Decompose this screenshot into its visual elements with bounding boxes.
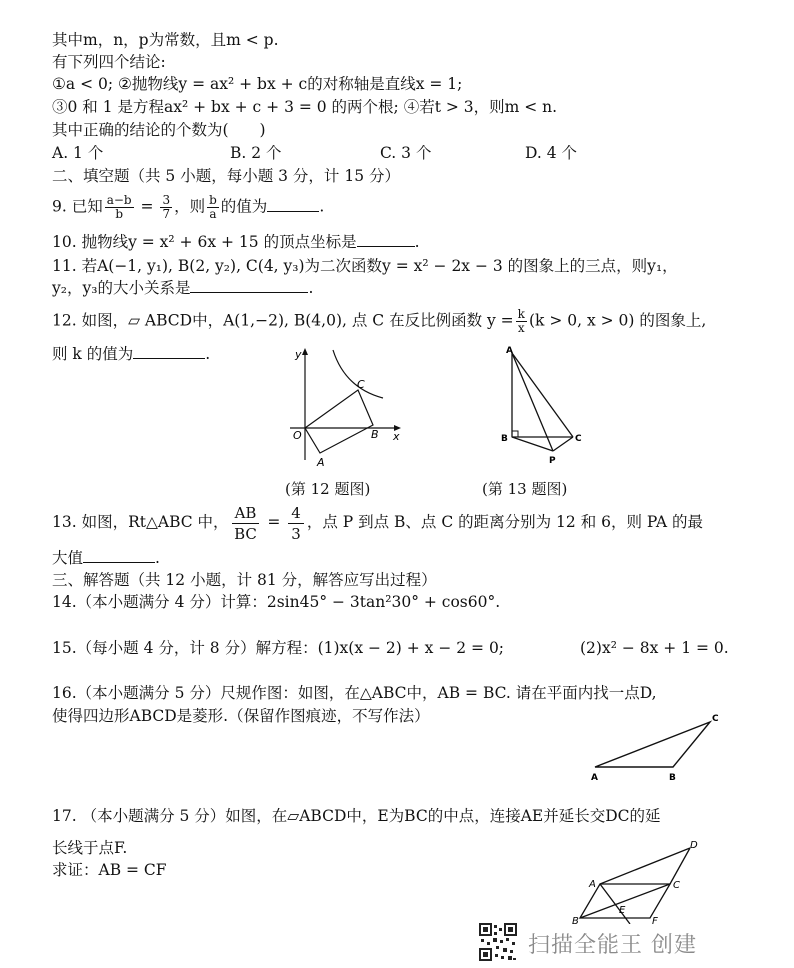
q13-line2: 大值 — [52, 549, 84, 567]
fig13-c-label: C — [575, 434, 582, 444]
question-16-line-2: 使得四边形ABCD是菱形.（保留作图痕迹，不写作法） — [52, 707, 430, 725]
q9-eq: = — [135, 197, 159, 216]
q13-f-den: BC — [234, 524, 257, 543]
q12-f-num: k — [517, 307, 525, 321]
q12-line2: 则 k 的值为 — [52, 345, 134, 363]
figure-12 — [285, 340, 410, 470]
line-conclusions-3-4: ③0 和 1 是方程ax² + bx + c + 3 = 0 的两个根; ④若t > 3，则m < n. — [52, 98, 558, 116]
q13-prefix: 13. 如图，Rt△ABC 中， — [52, 513, 229, 531]
q9-f2-den: 7 — [162, 207, 171, 221]
qr-code-icon — [478, 922, 518, 962]
q12-f-den: x — [517, 321, 525, 335]
fig17-f-label: F — [652, 916, 658, 924]
watermark-text: 扫描全能王 创建 — [528, 933, 697, 958]
q11-line2: y₂，y₃的大小关系是 — [52, 279, 191, 297]
question-17-line-1: 17. （本小题满分 5 分）如图，在▱ABCD中，E为BC的中点，连接AE并延长交DC的延 — [52, 807, 661, 825]
q13-end: . — [155, 549, 160, 567]
fig17-c-label: C — [673, 880, 680, 891]
q9-f3-num: b — [209, 193, 217, 207]
fig12-y-label: y — [295, 348, 302, 361]
q10-text: 10. 抛物线y = x² + 6x + 15 的顶点坐标是 — [52, 233, 357, 251]
q11-end: . — [308, 279, 314, 297]
fig13-a-label: A — [506, 346, 513, 356]
figure-16 — [585, 710, 725, 785]
fig13-p-label: P — [549, 456, 556, 466]
q13-f-num: AB — [232, 503, 260, 524]
option-c: C. 3 个 — [380, 144, 432, 162]
fig17-d-label: D — [690, 840, 698, 851]
q9-fraction-3 — [207, 194, 219, 221]
q12-prefix: 12. 如图，▱ ABCD中，A(1,−2), B(4,0), 点 C 在反比例函数 y = — [52, 311, 514, 330]
fig16-a-label: A — [591, 773, 598, 783]
q9-f1-num: a−b — [106, 193, 132, 207]
question-17-line-3: 求证：AB = CF — [52, 861, 167, 879]
fig17-a-label: A — [589, 879, 596, 890]
q9-answer-blank[interactable] — [267, 197, 319, 212]
question-15-part-2: (2)x² − 8x + 1 = 0. — [580, 639, 729, 657]
fig17-b-label: B — [572, 916, 579, 924]
question-9 — [52, 194, 324, 221]
q9-f3-den: a — [209, 207, 217, 221]
q13-answer-blank[interactable] — [83, 548, 155, 563]
q11-answer-blank[interactable] — [190, 278, 308, 293]
fig13-b-label: B — [501, 434, 508, 444]
line-conclusions-intro: 有下列四个结论: — [52, 53, 166, 71]
q9-mid: ，则 — [174, 197, 206, 216]
option-d: D. 4 个 — [525, 144, 578, 162]
figure-17 — [570, 838, 705, 924]
q9-fraction-1 — [105, 194, 134, 221]
q10-answer-blank[interactable] — [357, 232, 415, 247]
fig16-b-label: B — [669, 773, 676, 783]
fig13-caption: (第 13 题图) — [482, 480, 568, 498]
q10-end: . — [414, 233, 420, 251]
question-17-line-2: 长线于点F. — [52, 839, 128, 857]
option-a: A. 1 个 — [52, 144, 104, 162]
q12-fraction — [516, 308, 527, 335]
q12-answer-blank[interactable] — [133, 344, 205, 359]
option-b: B. 2 个 — [230, 144, 282, 162]
fig12-b-label: B — [371, 428, 379, 441]
q9-f2-num: 3 — [162, 193, 171, 207]
question-12-line-1 — [52, 308, 706, 335]
line-conclusions-1-2: ①a < 0; ②抛物线y = ax² + bx + c的对称轴是直线x = 1; — [52, 75, 463, 93]
fig12-a-label: A — [317, 456, 325, 469]
q9-prefix: 9. 已知 — [52, 197, 103, 216]
q9-suffix: 的值为 — [220, 197, 268, 216]
fig12-x-label: x — [393, 430, 400, 443]
q12-suffix: (k > 0, x > 0) 的图象上, — [528, 311, 707, 330]
figure-13 — [495, 345, 595, 470]
fig12-c-label: C — [357, 378, 365, 391]
q9-fraction-2 — [160, 194, 172, 221]
question-16-line-1: 16.（本小题满分 5 分）尺规作图：如图，在△ABC中，AB = BC. 请在平面内找一点D, — [52, 684, 657, 702]
question-14: 14.（本小题满分 4 分）计算：2sin45° − 3tan²30° + cos60°. — [52, 593, 501, 611]
question-11-line-1: 11. 若A(−1, y₁), B(2, y₂), C(4, y₃)为二次函数y = x² − 2x − 3 的图象上的三点，则y₁， — [52, 257, 678, 275]
section-3-heading: 三、解答题（共 12 小题，计 81 分，解答应写出过程） — [52, 571, 437, 589]
q13-suffix: ，点 P 到点 B、点 C 的距离分别为 12 和 6，则 PA 的最 — [306, 513, 704, 531]
question-11-line-2 — [52, 278, 313, 298]
q12-end: . — [205, 345, 211, 363]
q13-f2-num: 4 — [288, 503, 304, 524]
line-question-count: 其中正确的结论的个数为( ) — [52, 121, 266, 139]
fig16-c-label: C — [712, 714, 719, 724]
q13-eq: = — [262, 513, 286, 531]
line-constants: 其中m，n，p为常数，且m < p. — [52, 31, 279, 49]
q9-end: . — [319, 197, 325, 216]
q13-fraction-1 — [232, 503, 260, 544]
q13-fraction-2 — [288, 503, 304, 544]
question-15-part-1: 15.（每小题 4 分，计 8 分）解方程：(1)x(x − 2) + x − 2 = 0; — [52, 639, 505, 657]
question-10 — [52, 232, 420, 252]
fig12-o-label: O — [293, 429, 302, 442]
section-2-heading: 二、填空题（共 5 小题，每小题 3 分，计 15 分） — [52, 167, 401, 185]
fig17-e-label: E — [619, 905, 626, 916]
question-13-line-2 — [52, 548, 160, 568]
q9-f1-den: b — [115, 207, 123, 221]
question-13-line-1 — [52, 502, 703, 544]
fig12-caption: (第 12 题图) — [285, 480, 371, 498]
q13-f2-den: 3 — [291, 524, 301, 543]
question-12-line-2 — [52, 344, 210, 364]
